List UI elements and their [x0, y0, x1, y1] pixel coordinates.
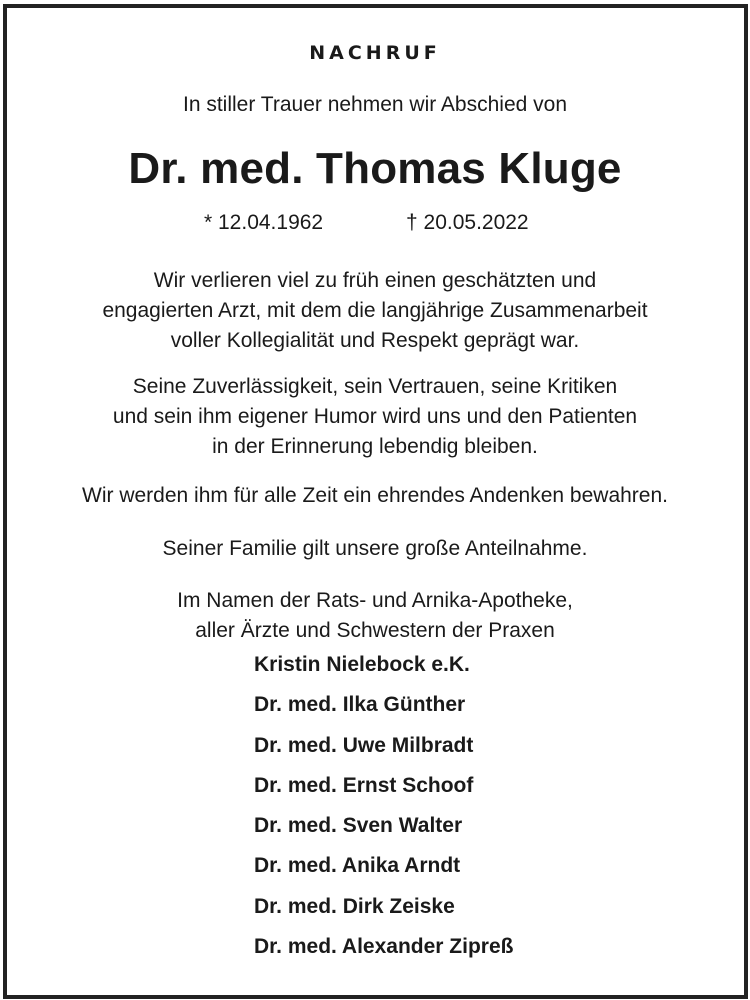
paragraph-line: aller Ärzte und Schwestern der Praxen — [195, 619, 555, 642]
tribute-paragraph-2 — [0, 372, 750, 462]
signatory-name: Kristin Nielebock e.K. — [254, 653, 470, 676]
paragraph-line: Seiner Familie gilt unsere große Anteilnahme. — [162, 537, 588, 560]
condolence-paragraph — [0, 534, 750, 564]
on-behalf-paragraph — [0, 586, 750, 646]
paragraph-line: voller Kollegialität und Respekt geprägt war. — [170, 329, 580, 352]
signatory-name: Dr. med. Ilka Günther — [254, 693, 466, 717]
paragraph-line: Wir werden ihm für alle Zeit ein ehrendes Andenken bewahren. — [82, 484, 668, 507]
birth-date: * 12.04.1962 — [204, 211, 324, 234]
tribute-paragraph-3 — [0, 481, 750, 511]
signatory-name: Dr. med. Uwe Milbradt — [254, 733, 474, 757]
intro-text: In stiller Trauer nehmen wir Abschied von — [182, 93, 568, 116]
deceased-name: Dr. med. Thomas Kluge — [128, 144, 622, 193]
paragraph-line: Im Namen der Rats- und Arnika-Apotheke, — [177, 589, 573, 612]
signatory-name: Dr. med. Ernst Schoof — [254, 773, 474, 797]
signatory-name: Dr. med. Anika Arndt — [254, 854, 461, 878]
paragraph-line: Seine Zuverlässigkeit, sein Vertrauen, seine Kritiken — [132, 375, 618, 398]
signatory-name: Dr. med. Sven Walter — [254, 814, 463, 838]
signatories-list — [254, 650, 513, 972]
paragraph-line: und sein ihm eigener Humor wird uns und den Patienten — [112, 405, 638, 428]
signatory-name: Dr. med. Alexander Zipreß — [254, 935, 514, 959]
notice-heading: NACHRUF — [309, 42, 441, 64]
death-date: † 20.05.2022 — [406, 211, 529, 234]
paragraph-line: engagierten Arzt, mit dem die langjährige Zusammenarbeit — [102, 299, 648, 322]
signatory-name: Dr. med. Dirk Zeiske — [254, 894, 455, 918]
paragraph-line: Wir verlieren viel zu früh einen geschätzten und — [153, 269, 597, 292]
tribute-paragraph-1 — [0, 266, 750, 356]
paragraph-line: in der Erinnerung lebendig bleiben. — [212, 435, 538, 458]
